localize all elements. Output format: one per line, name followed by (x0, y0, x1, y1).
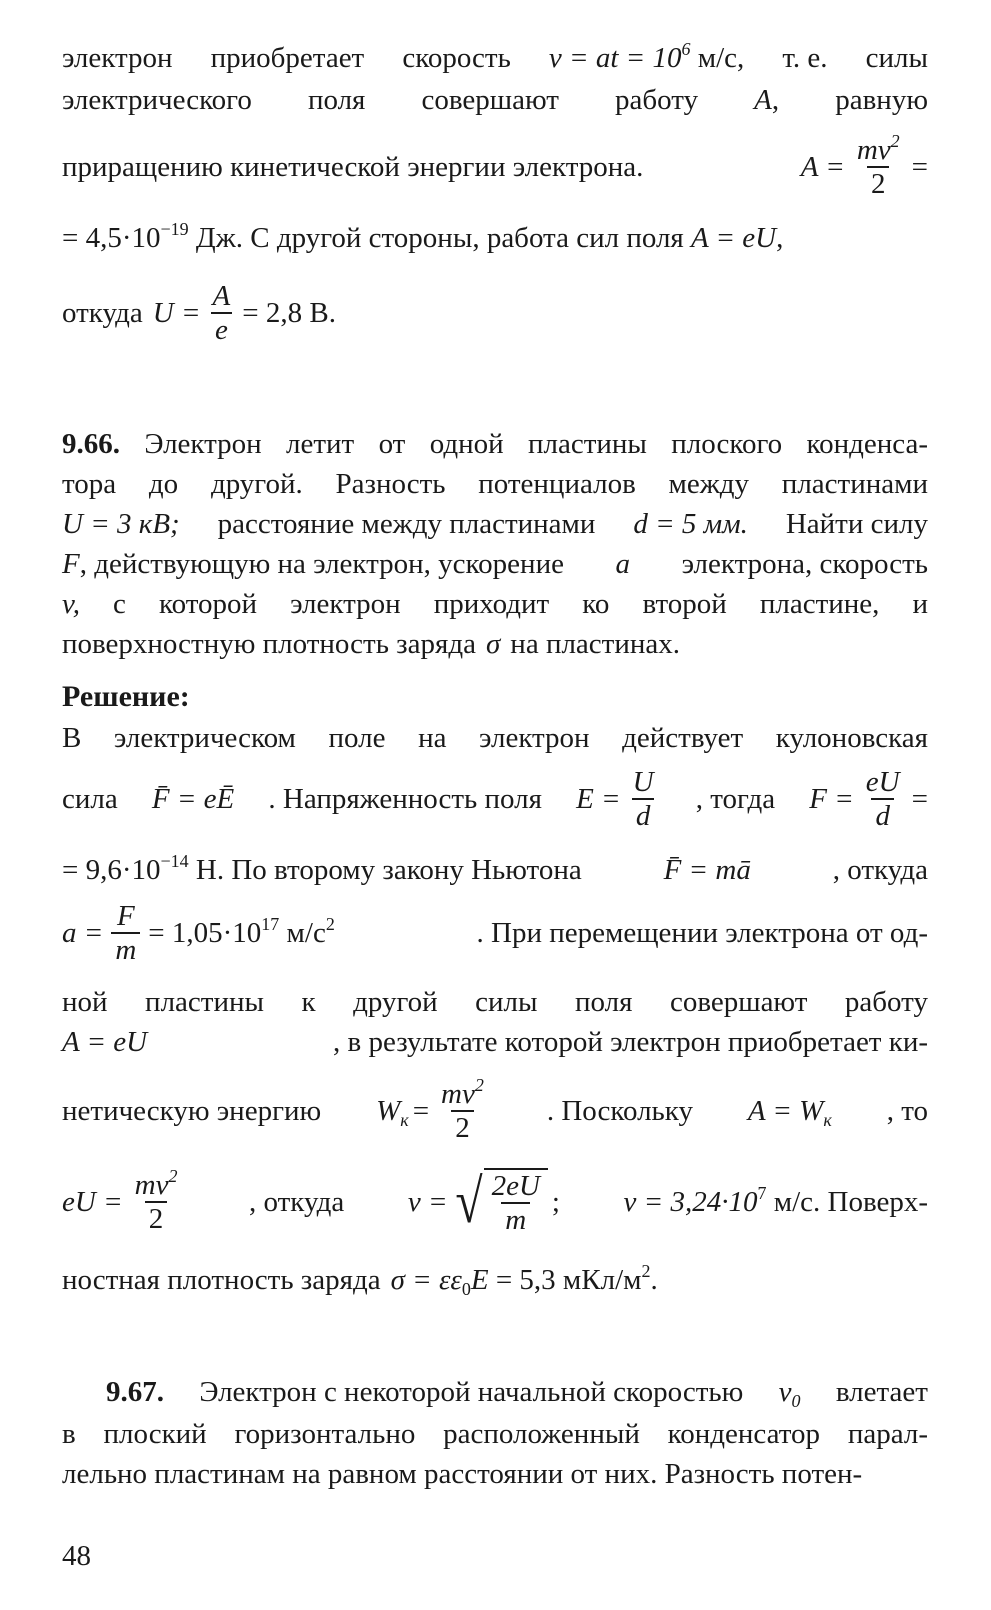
formula-energy-balance: eU = $\frac{mv^2}{2}$ (62, 1166, 178, 1235)
problem-9-66-line: поверхностную плотность заряда σ на пластинах. (62, 628, 681, 660)
formula-acceleration: a = $\frac{F}{m}$ = $1,05\cdot 10^{17}$ $м/с^2$ (62, 900, 335, 966)
formula-field-strength: E = $\frac{U}{d}$ (576, 766, 654, 832)
problem-9-66-line: 9.66. Электрон летит от одной пластины плоского конденса- (62, 428, 928, 460)
formula-voltage: U = $\frac{A}{e}$ = 2,8 В. (152, 280, 336, 346)
problem-number: 9.66. (62, 428, 120, 460)
solution-line: ной пластины к другой силы поля совершают работу (62, 986, 928, 1018)
sqrt-sign: √ $\frac{2eU}{m}$ (452, 1168, 548, 1236)
solution-line: нетическую энергию $W_к$ = $\frac{mv^2}{2}$ . Поскольку $A = W_к$ , то (62, 1075, 928, 1144)
formula-velocity: v = √ $\frac{2eU}{m}$ ; (407, 1168, 560, 1236)
problem-9-66-line: тора до другой. Разность потенциалов между пластинами (62, 468, 928, 500)
solution-line: eU = $\frac{mv^2}{2}$ , откуда v = √ $\frac{2eU}{m}$ ; $v = 3,24\cdot 10^7$ м/с. Поверх- (62, 1166, 928, 1236)
text-line: электрического поля совершают работу A, равную (62, 84, 928, 116)
solution-heading: Решение: (62, 680, 190, 713)
text-line: приращению кинетической энергии электрона. A = $\frac{mv^2}{2}$ = (62, 131, 928, 200)
formula-work: A = $\frac{mv^2}{2}$ = (800, 131, 928, 200)
formula-kinetic-energy: $W_к$ = $\frac{mv^2}{2}$ (376, 1075, 484, 1144)
solution-line: A = eU , в результате которой электрон приобретает ки- (62, 1026, 928, 1058)
problem-9-67-line: 9.67. Электрон с некоторой начальной скоростью $v_0$ влетает (106, 1376, 928, 1411)
text-line: = $4,5\cdot 10^{-19}$ Дж. С другой стороны, работа сил поля A = eU, (62, 219, 784, 254)
solution-line: = $9,6\cdot 10^{-14}$ Н. По второму закону Ньютона F̄ = mā , откуда (62, 851, 928, 886)
problem-9-66-line: v, с которой электрон приходит ко второй пластине, и (62, 588, 928, 620)
solution-line: ностная плотность заряда $\sigma = \varepsilon\varepsilon_0E = 5,3$ мКл/$м^2$. (62, 1261, 658, 1299)
text-line: электрон приобретает скорость v = at = $10^6$ м/с, т. е. силы (62, 39, 928, 74)
solution-line: сила F̄ = eĒ . Напряженность поля E = $\frac{U}{d}$ , тогда F = $\frac{eU}{d}$ = (62, 766, 928, 832)
problem-9-67-line: лельно пластинам на равном расстоянии от них. Разность потен- (62, 1458, 863, 1490)
problem-9-66-line: U = 3 кВ; расстояние между пластинами d = 5 мм. Найти силу (62, 508, 928, 540)
solution-line: a = $\frac{F}{m}$ = $1,05\cdot 10^{17}$ $м/с^2$ . При перемещении электрона от од- (62, 900, 928, 966)
solution-line: В электрическом поле на электрон действует кулоновская (62, 722, 928, 754)
problem-number: 9.67. (106, 1376, 164, 1408)
formula-force: F = $\frac{eU}{d}$ = (809, 766, 928, 832)
text-line: откуда U = $\frac{A}{e}$ = 2,8 В. (62, 280, 336, 346)
problem-9-66-line: F, действующую на электрон, ускорение a электрона, скорость (62, 548, 928, 580)
problem-9-67-line: в плоский горизонтально расположенный конденсатор парал- (62, 1418, 928, 1450)
page-number: 48 (62, 1540, 91, 1572)
